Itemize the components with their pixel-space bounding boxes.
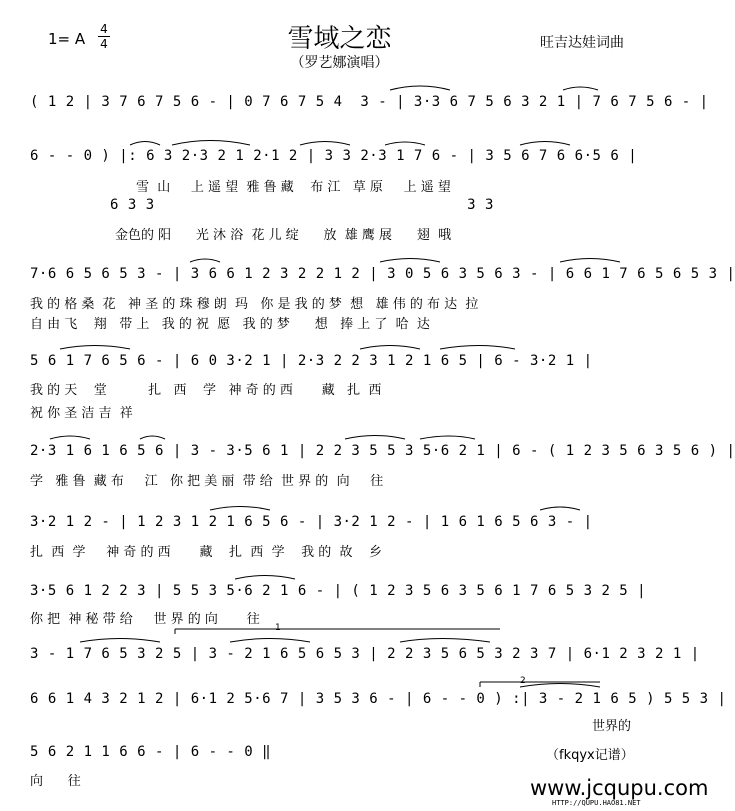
slur-mark [210, 507, 270, 511]
slur-mark [300, 142, 350, 146]
volta-1-label: 1 [275, 623, 281, 633]
slur-mark [190, 259, 220, 262]
slur-mark [172, 141, 250, 146]
slur-mark [345, 436, 405, 440]
slur-mark [50, 436, 90, 439]
key-signature: 1= A [48, 30, 86, 48]
slur-mark [540, 507, 580, 510]
song-subtitle: （罗艺娜演唱） [290, 55, 389, 71]
slur-mark [390, 86, 450, 90]
score-line-9: 6 6 1 4 3 2 1 2 | 6·1 2 5·6 7 | 3 5 3 6 - | 6 - - 0 ) :| 3 - 2 1 6 5 ) 5 5 3 | [30, 691, 727, 707]
lyric-line-9: 世界的 [592, 719, 632, 734]
score-line-2: 6 - - 0 ) |: 6 3 2·3 2 1 2·1 2 | 3 3 2·3 1 7 6 - | 3 5 6 7 6 6·5 6 | [30, 148, 638, 164]
meter-top: 4 [100, 22, 108, 36]
transcriber-note: （fkqyx记谱） [546, 748, 634, 763]
slur-mark [130, 142, 160, 146]
slur-mark [520, 684, 600, 688]
meter-bottom: 4 [100, 37, 108, 51]
slur-mark [60, 346, 130, 350]
score-line-5: 2·3 1 6 1 6 5 6 | 3 - 3·5 6 1 | 2 2 3 5 5 3 5·6 2 1 | 6 - ( 1 2 3 5 6 3 5 6 ) | [30, 443, 735, 459]
watermark-url: HTTP://QUPU.HAO81.NET [552, 799, 641, 807]
lyric-line-7: 你 把 神 秘 带 给 世 界 的 向 往 [30, 612, 260, 627]
slur-mark [563, 87, 598, 90]
lyric-line-2b: 金色的 阳 光 沐 浴 花 儿 绽 放 雄 鹰 展 翅 哦 [115, 228, 452, 243]
slur-mark [560, 259, 620, 263]
score-line-6: 3·2 1 2 - | 1 2 3 1 2 1 6 5 6 - | 3·2 1 2 - | 1 6 1 6 5 6 3 - | [30, 514, 593, 530]
volta-2-label: 2 [520, 676, 526, 686]
score-line-10: 5 6 2 1 1 6 6 - | 6 - - 0 ‖ [30, 744, 272, 760]
lyric-line-3a: 我 的 格 桑 花 神 圣 的 珠 穆 朗 玛 你 是 我 的 梦 想 雄 伟 的 布 达 拉 [30, 297, 479, 312]
lyric-line-4a: 我 的 天 堂 扎 西 学 神 奇 的 西 藏 扎 西 [30, 383, 382, 398]
score-line-3: 7·6 6 5 6 5 3 - | 3 6 6 1 2 3 2 2 1 2 | 3 0 5 6 3 5 6 3 - | 6 6 1 7 6 5 6 5 3 | [30, 266, 735, 282]
score-line-4: 5 6 1 7 6 5 6 - | 6 0 3·2 1 | 2·3 2 2 3 1 2 1 6 5 | 6 - 3·2 1 | [30, 353, 593, 369]
slur-mark [230, 639, 310, 643]
score-line-7: 3·5 6 1 2 2 3 | 5 5 3 5·6 2 1 6 - | ( 1 2 3 5 6 3 5 6 1 7 6 5 3 2 5 | [30, 583, 647, 599]
lyric-line-10: 向 往 [30, 774, 81, 789]
volta-bracket-1 [175, 629, 500, 634]
slur-mark [80, 639, 160, 643]
author-credit: 旺吉达娃词曲 [540, 35, 624, 51]
slur-mark [140, 436, 165, 439]
score-line-8: 3 - 1 7 6 5 3 2 5 | 3 - 2 1 6 5 6 5 3 | 2 2 3 5 6 5 3 2 3 7 | 6·1 2 3 2 1 | [30, 646, 700, 662]
slur-mark [235, 576, 295, 580]
lyric-line-6: 扎 西 学 神 奇 的 西 藏 扎 西 学 我 的 故 乡 [30, 545, 383, 560]
lyric-line-2a: 雪 山 上 遥 望 雅 鲁 藏 布 江 草 原 上 遥 望 [136, 180, 451, 195]
slur-mark [440, 346, 515, 350]
slur-mark [520, 142, 570, 146]
lyric-line-5: 学 雅 鲁 藏 布 江 你 把 美 丽 带 给 世 界 的 向 往 [30, 474, 384, 489]
lyric-line-4b: 祝 你 圣 洁 吉 祥 [30, 406, 133, 421]
slur-mark [385, 142, 425, 145]
slur-mark [380, 259, 440, 263]
slur-mark [420, 436, 475, 439]
watermark-site: www.jcqupu.com [530, 776, 709, 800]
song-title: 雪域之恋 [287, 24, 392, 54]
slur-mark [400, 639, 490, 643]
slur-mark [360, 346, 420, 350]
score-line-1: ( 1 2 | 3 7 6 7 5 6 - | 0 7 6 7 5 4 3 - | 3·3 6 7 5 6 3 2 1 | 7 6 7 5 6 - | [30, 94, 709, 110]
lyric-line-3b: 自 由 飞 翔 带 上 我 的 祝 愿 我 的 梦 想 捧 上 了 哈 达 [30, 317, 430, 332]
alt-notes-line-2: 6 3 3 3 3 [110, 197, 494, 213]
